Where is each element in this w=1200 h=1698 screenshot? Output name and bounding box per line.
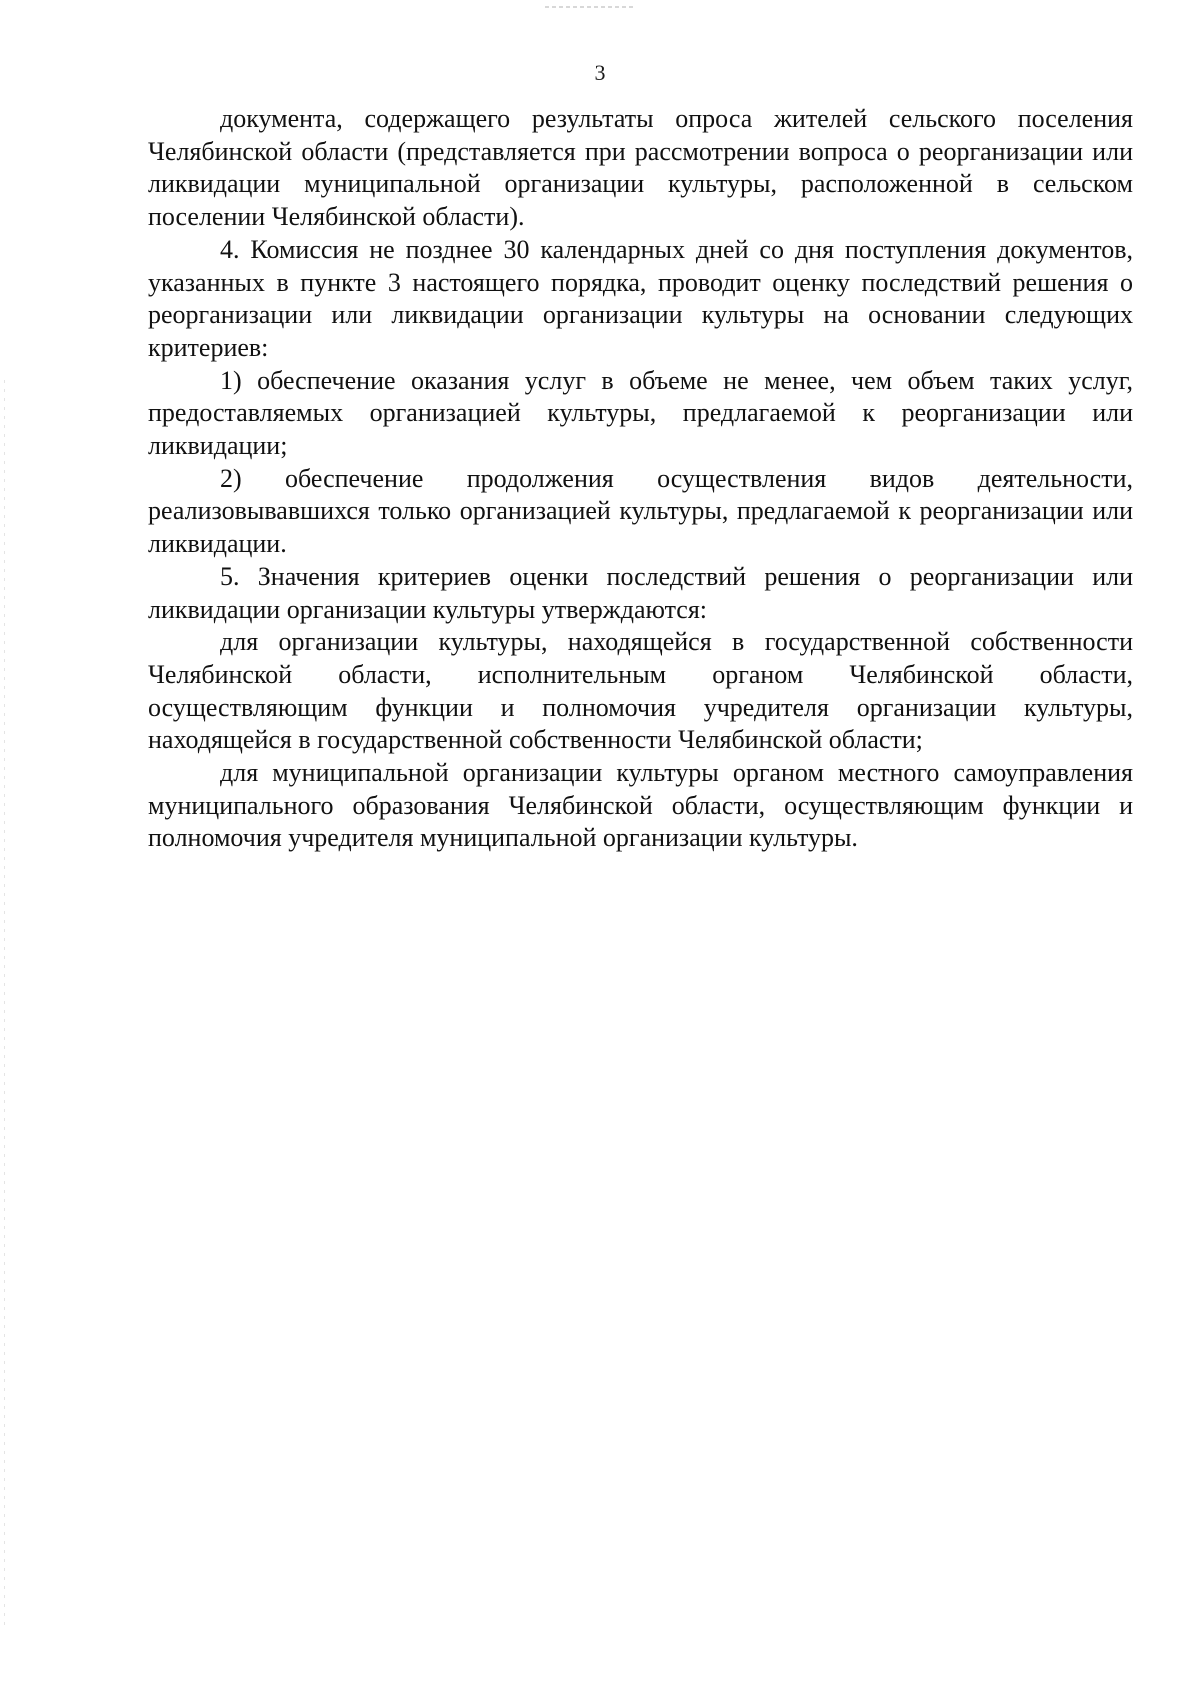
paragraph-item-4: 4. Комиссия не позднее 30 календарных дней со дня поступления документов, указанных в пункте 3 настоящего порядка, проводит оценку последствий решения о реорганизации или ликвидации организации культуры на основании следующих критериев: bbox=[148, 234, 1133, 362]
paragraph-continuation: документа, содержащего результаты опроса жителей сельского поселения Челябинской области (представляется при рассмотрении вопроса о реорганизации или ликвидации муниципальной организации культуры, расположенной в сельском поселении Челябинской области). bbox=[148, 104, 1133, 232]
scan-artifact-top bbox=[545, 6, 635, 8]
scan-artifact-left-edge bbox=[4, 380, 5, 1630]
paragraph-municipal-organization: для муниципальной организации культуры органом местного самоуправления муниципального образования Челябинской области, осуществляющим функции и полномочия учредителя муниципальной организации культуры. bbox=[148, 758, 1133, 853]
document-body bbox=[148, 103, 1133, 855]
paragraph-state-organization: для организации культуры, находящейся в государственной собственности Челябинской области, исполнительным органом Челябинской области, осуществляющим функции и полномочия учредителя организации культуры, находящейся в государственной собственности Челябинской области; bbox=[148, 627, 1133, 755]
paragraph-criterion-2: 2) обеспечение продолжения осуществления видов деятельности, реализовывавшихся только организацией культуры, предлагаемой к реорганизации или ликвидации. bbox=[148, 463, 1133, 559]
page-number: 3 bbox=[594, 60, 606, 85]
paragraph-item-5: 5. Значения критериев оценки последствий решения о реорганизации или ликвидации организации культуры утверждаются: bbox=[148, 561, 1133, 624]
paragraph-criterion-1: 1) обеспечение оказания услуг в объеме не менее, чем объем таких услуг, предоставляемых организацией культуры, предлагаемой к реорганизации или ликвидации; bbox=[148, 365, 1133, 461]
